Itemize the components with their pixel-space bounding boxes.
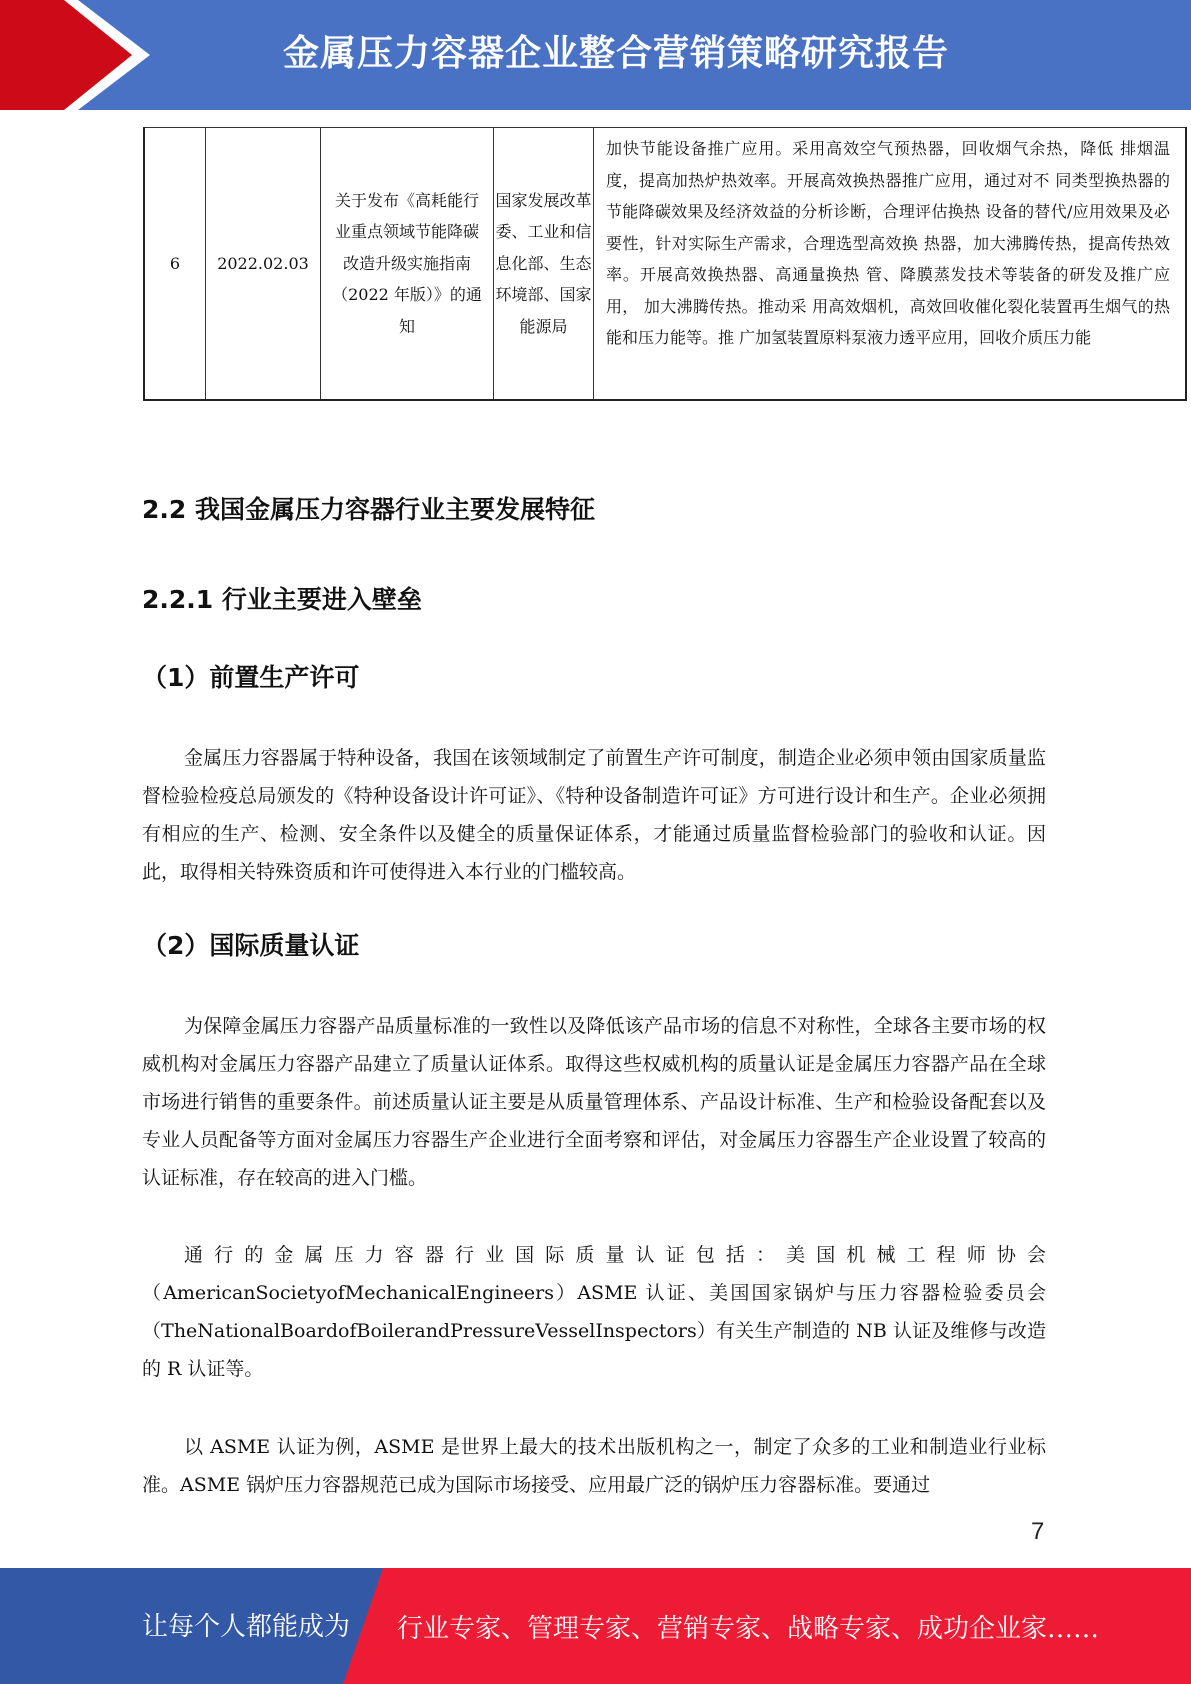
- item-heading-production-license: （1）前置生产许可: [142, 663, 360, 692]
- paragraph-production-license: 金属压力容器属于特种设备，我国在该领域制定了前置生产许可制度，制造企业必须申领由国家质量监督检验检疫总局颁发的《特种设备设计许可证》、《特种设备制造许可证》方可进行设计和生产。企业必须拥有相应的生产、检测、安全条件以及健全的质量保证体系，才能通过质量监督检验部门的验收和认证。因此，取得相关特殊资质和许可使得进入本行业的门槛较高。: [142, 747, 1046, 883]
- row-number: 6: [144, 128, 206, 400]
- row-date: 2022.02.03: [206, 128, 321, 400]
- item-heading-quality-certification: （2）国际质量认证: [142, 931, 360, 960]
- row-policy-title: 关于发布《高耗能行业重点领域节能降碳改造升级实施指南（2022 年版）》的通知: [321, 128, 494, 400]
- row-issuing-org: 国家发展改革委、工业和信息化部、生态环境部、国家能源局: [494, 128, 594, 400]
- footer-slogan-left: 让每个人都能成为: [142, 1612, 351, 1642]
- paragraph-certification-types: 通行的金属压力容器行业国际质量认证包括：美国机械工程师协会（AmericanSocietyofMechanicalEngineers）ASME 认证、美国国家锅炉与压力容器检验委员会（TheNationalBoardofBoilerandPressureVesselInspectors）有关生产制造的 NB 认证及维修与改造的 R 认证等。: [142, 1244, 1046, 1380]
- table-row: [144, 128, 1186, 400]
- policy-table: [143, 127, 1187, 401]
- paragraph-asme-example: 以 ASME 认证为例，ASME 是世界上最大的技术出版机构之一，制定了众多的工业和制造业行业标准。ASME 锅炉压力容器规范已成为国际市场接受、应用最广泛的锅炉压力容器标准。要通过: [142, 1436, 1046, 1496]
- row-description: 加快节能设备推广应用。采用高效空气预热器，回收烟气余热，降低 排烟温度，提高加热炉热效率。开展高效换热器推广应用，通过对不 同类型换热器的节能降碳效果及经济效益的分析诊断，合理评估换热 设备的替代/应用效果及必要性，针对实际生产需求，合理选型高效换 热器，加大沸腾传热，提高传热效率。开展高效换热器、高通量换热 管、降膜蒸发技术等装备的研发及推广应用， 加大沸腾传热。推动采 用高效烟机，高效回收催化裂化装置再生烟气的热能和压力能等。推 广加氢装置原料泵液力透平应用，回收介质压力能: [594, 128, 1187, 400]
- page-number: 7: [1031, 1518, 1045, 1545]
- header-red-chevron: [0, 0, 150, 110]
- paragraph-quality-certification: 为保障金属压力容器产品质量标准的一致性以及降低该产品市场的信息不对称性，全球各主要市场的权威机构对金属压力容器产品建立了质量认证体系。取得这些权威机构的质量认证是金属压力容器产品在全球市场进行销售的重要条件。前述质量认证主要是从质量管理体系、产品设计标准、生产和检验设备配套以及专业人员配备等方面对金属压力容器生产企业进行全面考察和评估，对金属压力容器生产企业设置了较高的认证标准，存在较高的进入门槛。: [142, 1015, 1046, 1189]
- subsection-heading: 2.2.1 行业主要进入壁垒: [142, 585, 422, 614]
- section-heading: 2.2 我国金属压力容器行业主要发展特征: [142, 495, 595, 524]
- page-header: [0, 0, 1191, 110]
- report-title: 金属压力容器企业整合营销策略研究报告: [283, 33, 950, 74]
- footer-slogan-right: 行业专家、管理专家、营销专家、战略专家、成功企业家……: [397, 1614, 1100, 1644]
- page-footer: [0, 1568, 1191, 1684]
